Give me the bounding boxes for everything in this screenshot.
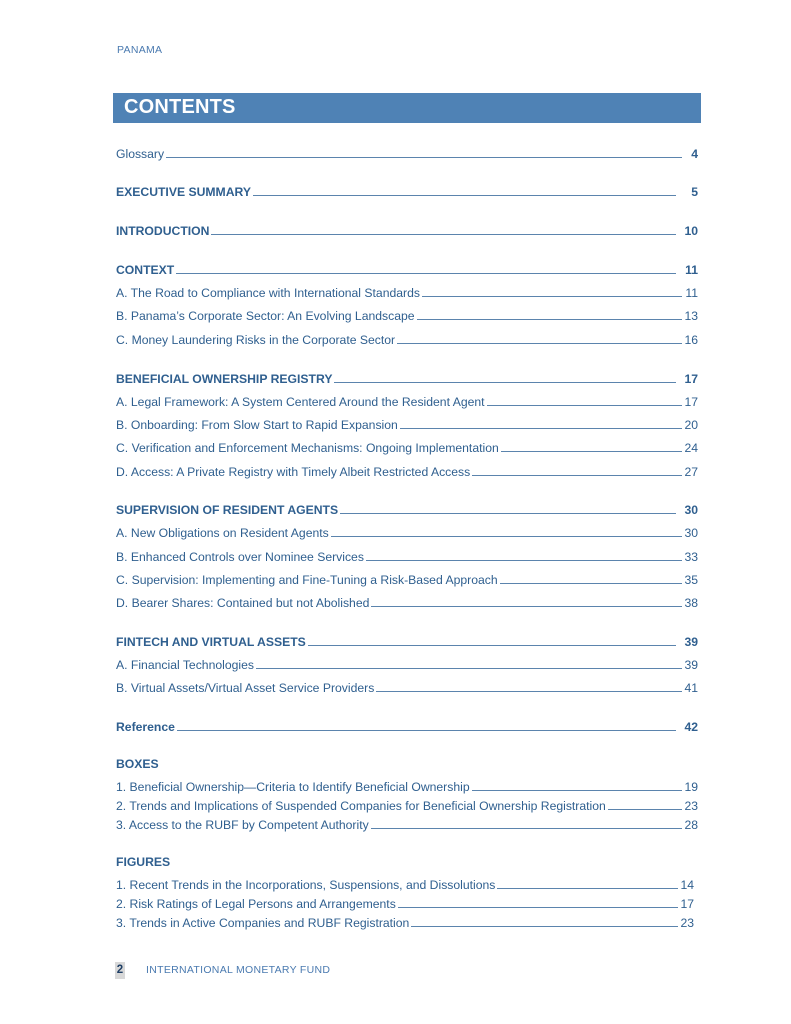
leader-line [472,790,682,791]
toc-entry-page: 30 [684,526,698,540]
toc-entry-page: 19 [684,780,698,794]
toc-entry-page: 5 [691,185,698,199]
leader-line [608,809,682,810]
leader-line [376,691,682,692]
toc-entry-page: 20 [684,418,698,432]
toc-subentry[interactable] [116,437,698,455]
leader-line [497,888,678,889]
leader-line [253,195,676,196]
toc-entry-page: 23 [680,916,694,930]
toc-entry-label: 2. Trends and Implications of Suspended Companies for Beneficial Ownership Registration [116,799,606,813]
toc-entry-page: 41 [684,681,698,695]
toc-entry-label: Glossary [116,147,165,161]
leader-line [500,583,682,584]
toc-subentry[interactable] [116,305,698,323]
leader-line [166,157,682,158]
toc-entry-executive-summary[interactable] [116,181,698,199]
toc-entry-registry[interactable] [116,368,698,386]
toc-subentry[interactable] [116,282,698,300]
toc-entry-page: 17 [680,897,694,911]
leader-line [472,475,682,476]
toc-entry-label: B. Panama’s Corporate Sector: An Evolving Landscape [116,309,415,323]
toc-entry-label: 3. Access to the RUBF by Competent Authority [116,818,369,832]
toc-entry-introduction[interactable] [116,220,698,238]
toc-entry-page: 24 [684,441,698,455]
toc-entry-label: A. The Road to Compliance with International Standards [116,286,420,300]
toc-entry-label: FINTECH AND VIRTUAL ASSETS [116,635,306,649]
leader-line [366,560,682,561]
toc-entry-page: 17 [684,395,698,409]
toc-entry-label: 1. Beneficial Ownership—Criteria to Identify Beneficial Ownership [116,780,470,794]
toc-entry-page: 38 [684,596,698,610]
toc-entry-page: 39 [684,635,698,649]
footer-page-number: 2 [115,962,125,979]
toc-entry-label: 1. Recent Trends in the Incorporations, Suspensions, and Dissolutions [116,878,496,892]
toc-entry-page: 30 [684,503,698,517]
toc-entry-page: 4 [691,147,698,161]
leader-line [417,319,682,320]
toc-entry-page: 11 [685,263,698,277]
toc-entry-page: 16 [684,333,698,347]
leader-line [487,405,682,406]
leader-line [422,296,682,297]
toc-entry-page: 27 [684,465,698,479]
leader-line [371,606,682,607]
toc-entry-label: BENEFICIAL OWNERSHIP REGISTRY [116,372,333,386]
toc-box-entry[interactable] [116,814,698,832]
leader-line [411,926,678,927]
leader-line [397,343,682,344]
toc-figure-entry[interactable] [116,912,694,930]
toc-entry-label: CONTEXT [116,263,175,277]
toc-entry-label: B. Onboarding: From Slow Start to Rapid Expansion [116,418,398,432]
toc-entry-label: Reference [116,720,175,734]
leader-line [371,828,682,829]
toc-entry-label: A. New Obligations on Resident Agents [116,526,329,540]
toc-entry-label: C. Supervision: Implementing and Fine-Tuning a Risk-Based Approach [116,573,498,587]
toc-entry-label: A. Legal Framework: A System Centered Around the Resident Agent [116,395,485,409]
leader-line [334,382,676,383]
leader-line [211,234,676,235]
toc-entry-page: 23 [684,799,698,813]
running-header: PANAMA [117,44,163,56]
toc-subentry[interactable] [116,654,698,672]
leader-line [331,536,682,537]
leader-line [256,668,682,669]
toc-box-entry[interactable] [116,795,698,813]
page-title: CONTENTS [124,96,236,118]
toc-entry-label: C. Verification and Enforcement Mechanisms: Ongoing Implementation [116,441,499,455]
toc-subentry[interactable] [116,677,698,695]
toc-entry-page: 10 [684,224,698,238]
toc-subentry[interactable] [116,414,698,432]
toc-subentry[interactable] [116,461,698,479]
leader-line [177,730,676,731]
toc-entry-label: A. Financial Technologies [116,658,254,672]
toc-entry-supervision[interactable] [116,499,698,517]
toc-entry-page: 13 [684,309,698,323]
leader-line [400,428,682,429]
figures-heading: FIGURES [116,855,171,869]
toc-entry-page: 35 [684,573,698,587]
toc-entry-label: D. Access: A Private Registry with Timely Albeit Restricted Access [116,465,471,479]
toc-box-entry[interactable] [116,776,698,794]
footer-publisher: INTERNATIONAL MONETARY FUND [146,964,331,976]
leader-line [340,513,676,514]
toc-figure-entry[interactable] [116,874,694,892]
toc-entry-label: EXECUTIVE SUMMARY [116,185,251,199]
toc-entry-page: 42 [684,720,698,734]
toc-subentry[interactable] [116,546,698,564]
toc-figure-entry[interactable] [116,893,694,911]
toc-subentry[interactable] [116,522,698,540]
toc-entry-page: 33 [684,550,698,564]
leader-line [176,273,676,274]
toc-entry-label: 2. Risk Ratings of Legal Persons and Arrangements [116,897,396,911]
toc-subentry[interactable] [116,391,698,409]
toc-entry-label: 3. Trends in Active Companies and RUBF Registration [116,916,410,930]
toc-entry-page: 17 [684,372,698,386]
contents-banner [113,93,701,123]
toc-subentry[interactable] [116,329,698,347]
toc-subentry[interactable] [116,592,698,610]
toc-entry-label: INTRODUCTION [116,224,210,238]
toc-entry-glossary[interactable] [116,143,698,161]
toc-entry-fintech[interactable] [116,631,698,649]
toc-entry-label: D. Bearer Shares: Contained but not Abolished [116,596,370,610]
toc-entry-reference[interactable] [116,716,698,734]
boxes-heading: BOXES [116,757,159,771]
toc-entry-page: 14 [680,878,694,892]
toc-entry-label: B. Enhanced Controls over Nominee Services [116,550,364,564]
toc-entry-context[interactable] [116,259,698,277]
leader-line [398,907,678,908]
leader-line [308,645,676,646]
toc-entry-page: 28 [684,818,698,832]
toc-subentry[interactable] [116,569,698,587]
toc-entry-page: 11 [685,286,698,300]
leader-line [501,451,682,452]
toc-entry-label: C. Money Laundering Risks in the Corporate Sector [116,333,396,347]
toc-entry-page: 39 [684,658,698,672]
toc-entry-label: B. Virtual Assets/Virtual Asset Service Providers [116,681,375,695]
toc-entry-label: SUPERVISION OF RESIDENT AGENTS [116,503,339,517]
